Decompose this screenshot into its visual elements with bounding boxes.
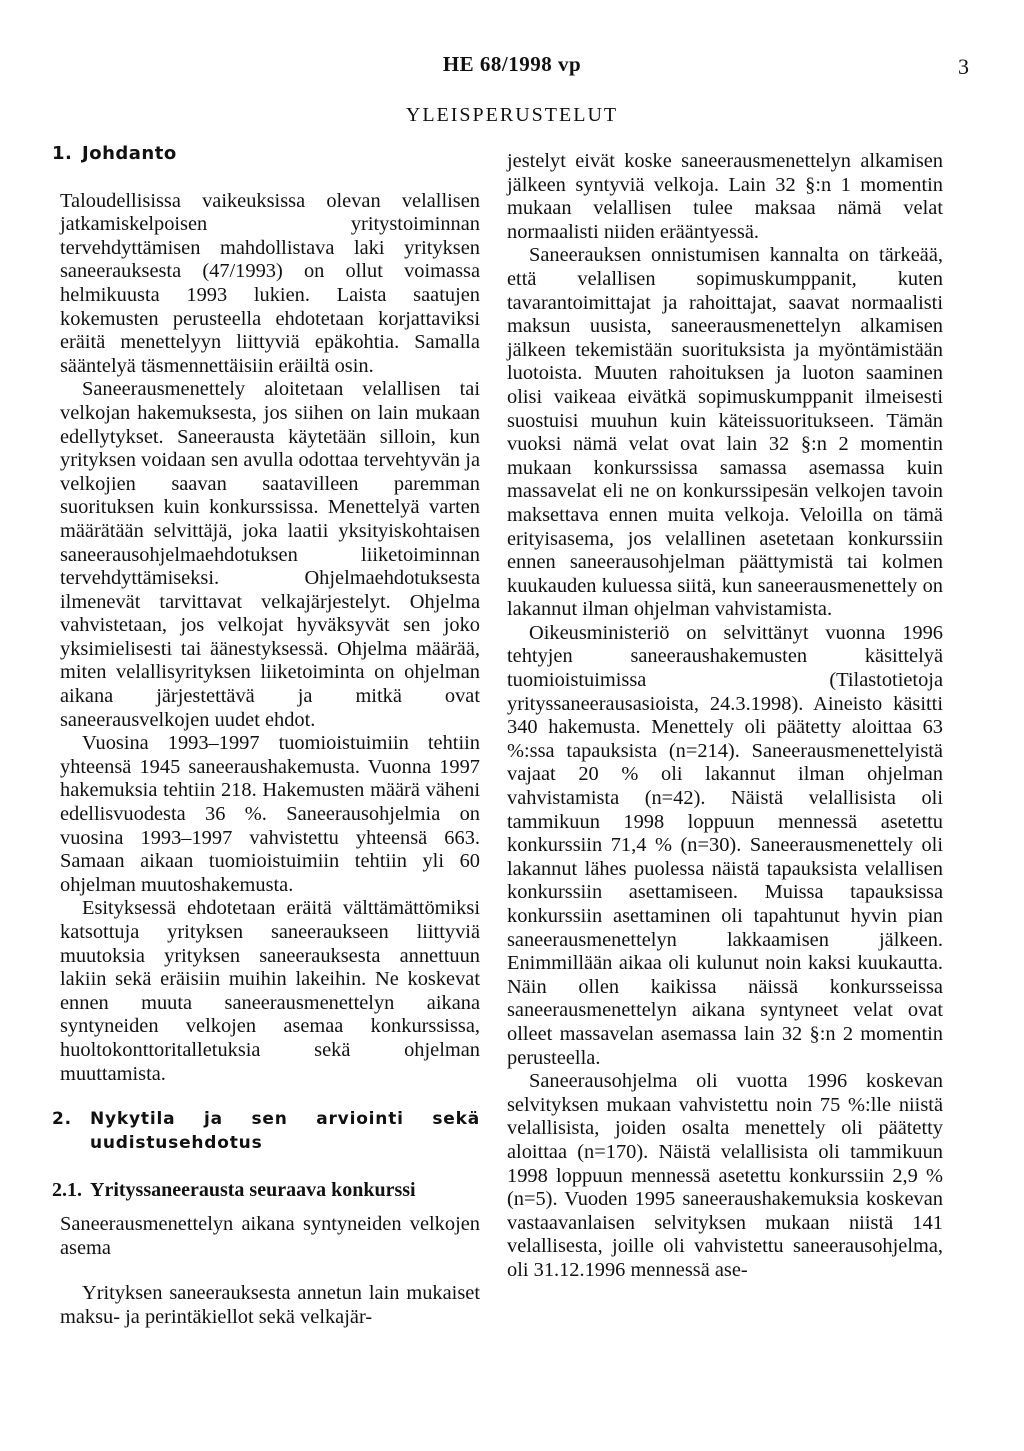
paragraph: Yrityksen saneerauksesta annetun lain mukaiset maksu- ja perintäkiellot sekä velkajär-: [60, 1282, 480, 1328]
paragraph: Esityksessä ehdotetaan eräitä välttämättömiksi katsottuja yrityksen saneeraukseen liittyviä muutoksia yrityksen saneerauksesta annettuun lakiin sekä eräisiin muihin lakeihin. Ne koskevat ennen muuta saneerausmenettelyn aikana syntyneiden velkojen asemaa konkurssissa, huoltokonttoritalletuksia sekä ohjelman muuttamista.: [60, 897, 480, 1085]
section-2-1-heading: [52, 1179, 480, 1203]
section-2-1-number: 2.1.: [52, 1179, 82, 1202]
paragraph: Oikeusministeriö on selvittänyt vuonna 1996 tehtyjen saneeraushakemusten käsittelyä tuomioistuimissa (Tilastotietoja yrityssaneerausasioista, 24.3.1998). Aineisto käsitti 340 hakemusta. Menettely oli päätetty aloittaa 63 %:ssa tapauksista (n=214). Saneerausmenettelyistä vajaat 20 % oli lakannut ilman ohjelman vahvistamista (n=42). Näistä velallisista oli tammikuun 1998 loppuun mennessä asetettu konkurssiin 71,4 % (n=30). Saneerausmenettely oli lakannut lähes puolessa näistä tapauksista velallisen konkurssiin asettamiseen. Muissa tapauksissa konkurssiin asettaminen oli tapahtunut hyvin pian saneerausmenettelyn lakkaamisen jälkeen. Enimmillään aikaa oli kulunut noin kaksi kuukautta. Näin ollen kaikissa näissä konkursseissa saneerausmenettelyn aikana syntyneet velat ovat olleet massavelan asemassa lain 32 §:n 2 momentin perusteella.: [507, 621, 943, 1069]
section-1-number: 1.: [52, 143, 73, 164]
paragraph: Taloudellisissa vaikeuksissa olevan velallisen jatkamiskelpoisen yritystoiminnan tervehdyttämisen mahdollistava laki yrityksen saneerauksesta (47/1993) on ollut voimassa helmikuusta 1993 lukien. Laista saatujen kokemusten perusteella ehdotetaan korjattaviksi eräitä menettelyyn liittyviä epäkohtia. Samalla sääntelyä täsmennettäisiin eräiltä osin.: [60, 189, 480, 377]
section-heading-yleisperustelut: YLEISPERUSTELUT: [405, 104, 619, 126]
subheading: Saneerausmenettelyn aikana syntyneiden velkojen asema: [60, 1212, 480, 1259]
paragraph: Saneerausohjelma oli vuotta 1996 koskevan selvityksen mukaan vahvistettu noin 75 %:lle niistä velallisista, joiden osalta menettely oli päätetty aloittaa (n=170). Näistä velallisista oli tammikuun 1998 loppuun mennessä asetettu konkurssiin 2,9 % (n=5). Vuoden 1995 saneeraushakemuksia koskevan vastaavanlaisen selvityksen mukaan niistä 141 velallisesta, joille oli vahvistettu saneerausohjelma, oli 31.12.1996 mennessä ase-: [507, 1070, 943, 1281]
paragraph: Saneerauksen onnistumisen kannalta on tärkeää, että velallisen sopimuskumppanit, kuten tavarantoimittajat ja rahoittajat, saavat normaalisti maksun uusista, saneerausmenettelyn alkamisen jälkeen tekemistään suorituksista ja myöntämistään luotoista. Muuten rahoituksen ja luoton saaminen olisi vaikeaa eivätkä sopimuskumppanit ilmeisesti suostuisi muuhun kuin käteissuoritukseen. Tämän vuoksi nämä velat ovat lain 32 §:n 2 momentin mukaan konkurssissa samassa asemassa kuin massavelat eli ne on konkurssipesän velkojen tavoin maksettava ennen muita velkoja. Veloilla on tämä erityisasema, jos velallinen asetetaan konkurssiin ennen saneerausohjelman päättymistä tai kolmen kuukauden kuluessa siitä, kun saneerausmenettely on lakannut ilman ohjelman vahvistamista.: [507, 244, 943, 621]
paragraph: jestelyt eivät koske saneerausmenettelyn alkamisen jälkeen syntyviä velkoja. Lain 32 §:n 1 momentin mukaan velallisen tulee maksaa nämä velat normaalisti niiden erääntyessä.: [507, 150, 943, 243]
section-2-title: Nykytila ja sen arviointi sekä uudistusehdotus: [90, 1109, 480, 1153]
paragraph: Vuosina 1993–1997 tuomioistuimiin tehtiin yhteensä 1945 saneeraushakemusta. Vuonna 1997 hakemuksia tehtiin 218. Hakemusten määrä väheni edellisvuodesta 36 %. Saneerausohjelmia on vuosina 1993–1997 vahvistettu yhteensä 663. Samaan aikaan tuomioistuimiin tehtiin yli 60 ohjelman muutoshakemusta.: [60, 732, 480, 896]
section-1-heading: [52, 142, 480, 166]
document-id: HE 68/1998 vp: [442, 52, 582, 76]
page-number: 3: [958, 54, 969, 79]
left-column: [52, 140, 480, 1329]
section-2-heading: [52, 1108, 480, 1155]
paragraph: Saneerausmenettely aloitetaan velallisen tai velkojan hakemuksesta, jos siihen on lain mukaan edellytykset. Saneerausta käytetään silloin, kun yrityksen voidaan sen avulla odottaa tervehtyvän ja velkojien saavan saatavilleen paremman suorituksen kuin konkurssissa. Menettelyä varten määrätään selvittäjä, joka laatii yksityiskohtaisen saneerausohjelmaehdotuksen liiketoiminnan tervehdyttämiseksi. Ohjelmaehdotuksesta ilmenevät tarvittavat velkajärjestelyt. Ohjelma vahvistetaan, jos velkojat hyväksyvät sen joko yksimielisesti tai äänestyksessä. Ohjelma määrää, miten velallisyrityksen liiketoiminta on ohjelman aikana järjestettävä ja mitkä ovat saneerausvelkojen uudet ehdot.: [60, 378, 480, 731]
section-1-title: Johdanto: [82, 143, 177, 164]
section-2-number: 2.: [52, 1109, 72, 1130]
right-column: [507, 150, 943, 1283]
section-2-1-title: Yrityssaneerausta seuraava konkurssi: [90, 1179, 416, 1202]
